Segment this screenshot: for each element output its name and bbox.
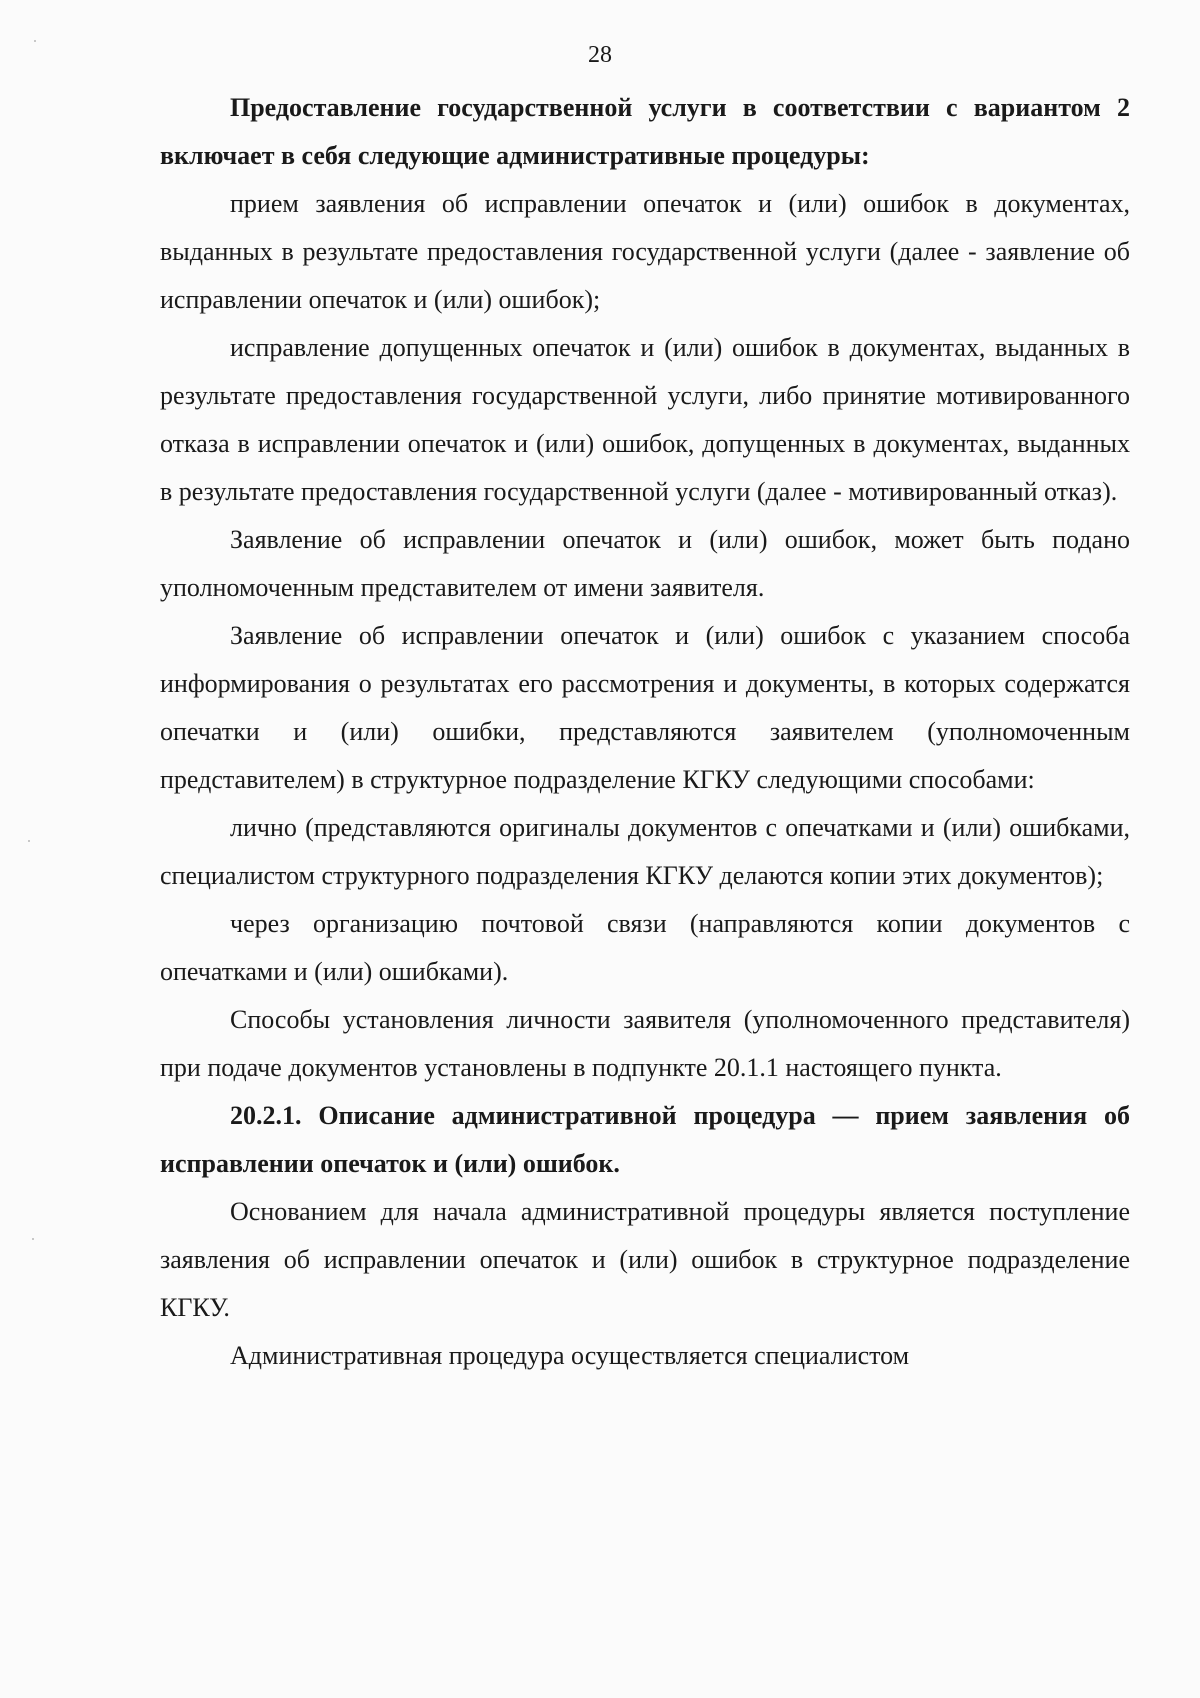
submission-methods-paragraph: Заявление об исправлении опечаток и (или) ошибок с указанием способа информирования о результатах его рассмотрения и документы, в которых содержатся опечатки и (или) ошибки, представляются заявителем (уполномоченным представителем) в структурное подразделение КГКУ следующими способами: (160, 621, 1130, 794)
scan-mark (28, 840, 30, 842)
subsection-heading-20-2-1: 20.2.1. Описание административной процедура — прием заявления об исправлении опечаток и (или) ошибок. (160, 1101, 1130, 1178)
scan-mark (32, 1238, 34, 1240)
scan-mark (34, 40, 36, 42)
method-in-person: лично (представляются оригиналы документов с опечатками и (или) ошибками, специалистом структурного подразделения КГКУ делаются копии этих документов); (160, 813, 1130, 890)
document-body (160, 84, 1130, 1380)
representative-paragraph: Заявление об исправлении опечаток и (или) ошибок, может быть подано уполномоченным представителем от имени заявителя. (160, 525, 1130, 602)
procedure-item-receipt: прием заявления об исправлении опечаток и (или) ошибок в документах, выданных в результате предоставления государственной услуги (далее - заявление об исправлении опечаток и (или) ошибок); (160, 189, 1130, 314)
procedure-item-correction: исправление допущенных опечаток и (или) ошибок в документах, выданных в результате предоставления государственной услуги, либо принятие мотивированного отказа в исправлении опечаток и (или) ошибок, допущенных в документах, выданных в результате предоставления государственной услуги (далее - мотивированный отказ). (160, 333, 1130, 506)
identity-verification-paragraph: Способы установления личности заявителя (уполномоченного представителя) при подаче документов установлены в подпункте 20.1.1 настоящего пункта. (160, 1005, 1130, 1082)
method-postal: через организацию почтовой связи (направляются копии документов с опечатками и (или) ошибками). (160, 909, 1130, 986)
page-number: 28 (588, 42, 612, 68)
procedure-basis-paragraph: Основанием для начала административной процедуры является поступление заявления об исправлении опечаток и (или) ошибок в структурное подразделение КГКУ. (160, 1197, 1130, 1322)
section-intro-heading: Предоставление государственной услуги в соответствии с вариантом 2 включает в себя следующие административные процедуры: (160, 93, 1130, 170)
procedure-performer-paragraph: Административная процедура осуществляется специалистом (230, 1341, 910, 1370)
